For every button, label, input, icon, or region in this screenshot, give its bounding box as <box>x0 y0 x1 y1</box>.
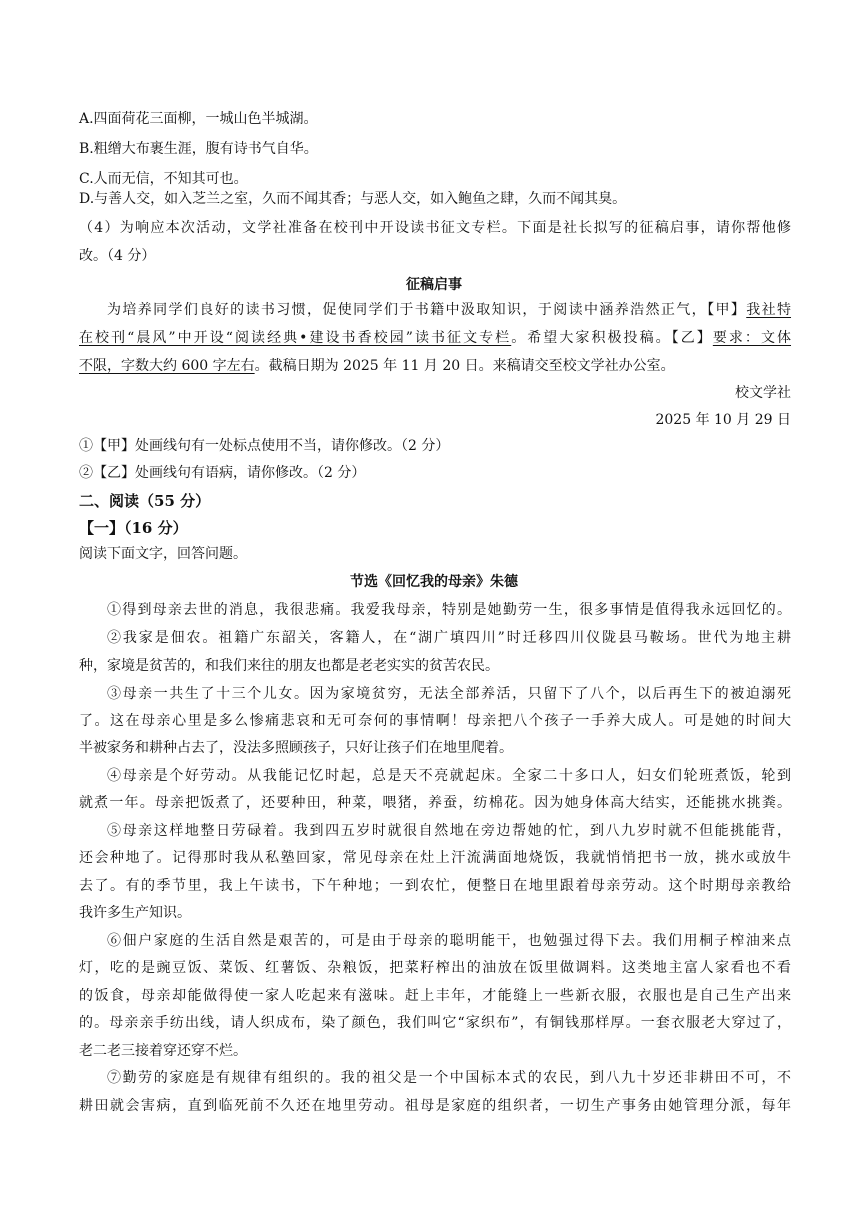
section-title: 二、阅读（55 分） <box>79 492 211 510</box>
passage-line: ⑦勤劳的家庭是有规律有组织的。我的祖父是一个中国标本式的农民，到八九十岁还非耕田不可，不 <box>107 1070 791 1086</box>
passage-line: ③母亲一共生了十三个儿女。因为家境贫穷，无法全部养活，只留下了八个，以后再生下的被迫溺死 <box>107 686 791 702</box>
passage-line: 还会种地了。记得那时我从私塾回家，常见母亲在灶上汗流满面地烧饭，我就悄悄把书一放，挑水或放牛 <box>79 850 791 866</box>
underlined-sentence-jia: 我社特 <box>746 302 792 318</box>
passage-line: 我许多生产知识。 <box>79 905 191 921</box>
passage-line: ④母亲是个好劳动。从我能记忆时起，总是天不亮就起床。全家二十多口人，妇女们轮班煮饭，轮到 <box>107 768 791 784</box>
part-title: 【一】（16 分） <box>79 519 188 537</box>
option-a: A.四面荷花三面柳，一城山色半城湖。 <box>79 111 318 127</box>
notice-text: 。截稿日期为 2025 年 11 月 20 日。来稿请交至校文学社办公室。 <box>254 358 675 374</box>
option-c: C.人而无信，不知其可也。 <box>79 171 248 187</box>
question-4-line-1: （4）为响应本次活动，文学社准备在校刊中开设读书征文专栏。下面是社长拟写的征稿启事，请你帮他修 <box>79 220 791 236</box>
option-b: B.粗缯大布裹生涯，腹有诗书气自华。 <box>79 141 318 157</box>
underlined-sentence-jia-cont: 在校刊“晨风”中开设“阅读经典•建设书香校园”读书征文专栏 <box>79 330 512 346</box>
notice-para-line-3 <box>79 356 791 376</box>
passage-title: 节选《回忆我的母亲》朱德 <box>350 574 518 590</box>
notice-text: 为培养同学们良好的读书习惯，促使同学们于书籍中汲取知识，于阅读中涵养浩然正气，【甲】 <box>107 302 747 318</box>
reading-instruction: 阅读下面文字，回答问题。 <box>79 546 247 562</box>
sub-question-1: ①【甲】处画线句有一处标点使用不当，请你修改。（2 分） <box>79 438 450 454</box>
underlined-sentence-yi: 要求：文体 <box>712 330 792 346</box>
notice-title: 征稿启事 <box>406 277 462 293</box>
passage-line: 灯，吃的是豌豆饭、菜饭、红薯饭、杂粮饭，把菜籽榨出的油放在饭里做调料。这类地主富人家看也不看 <box>79 960 791 976</box>
passage-line: ⑥佃户家庭的生活自然是艰苦的，可是由于母亲的聪明能干，也勉强过得下去。我们用桐子榨油来点 <box>107 933 791 949</box>
passage-line: ①得到母亲去世的消息，我很悲痛。我爱我母亲，特别是她勤劳一生，很多事情是值得我永远回忆的。 <box>107 602 791 618</box>
notice-date: 2025 年 10 月 29 日 <box>655 412 791 428</box>
passage-line: 就煮一年。母亲把饭煮了，还要种田，种菜，喂猪，养蚕，纺棉花。因为她身体高大结实，还能挑水挑粪。 <box>79 795 791 811</box>
passage-line: 了。这在母亲心里是多么惨痛悲哀和无可奈何的事情啊！母亲把八个孩子一手养大成人。可是她的时间大 <box>79 713 791 729</box>
option-d: D.与善人交，如入芝兰之室，久而不闻其香；与恶人交，如入鲍鱼之肆，久而不闻其臭。 <box>79 191 627 207</box>
passage-line: 去了。有的季节里，我上午读书，下午种地；一到农忙，便整日在地里跟着母亲劳动。这个时期母亲教给 <box>79 878 791 894</box>
notice-para-line-1 <box>79 300 791 320</box>
underlined-sentence-yi-cont: 不限，字数大约 600 字左右 <box>79 358 255 374</box>
notice-para-line-2 <box>79 328 791 348</box>
sub-question-2: ②【乙】处画线句有语病，请你修改。（2 分） <box>79 465 366 481</box>
passage-line: 的饭食，母亲却能做得使一家人吃起来有滋味。赶上丰年，才能缝上一些新衣服，衣服也是自己生产出来 <box>79 988 791 1004</box>
passage-line: 种，家境是贫苦的，和我们来往的朋友也都是老老实实的贫苦农民。 <box>79 658 499 674</box>
passage-line: ②我家是佃农。祖籍广东韶关，客籍人，在“湖广填四川”时迁移四川仪陇县马鞍场。世代为地主耕 <box>107 630 791 646</box>
notice-text: 。希望大家积极投稿。【乙】 <box>511 330 713 346</box>
passage-line: 老二老三接着穿还穿不烂。 <box>79 1043 247 1059</box>
notice-signer: 校文学社 <box>735 385 791 401</box>
passage-line: 的。母亲亲手纺出线，请人织成布，染了颜色，我们叫它“家织布”，有铜钱那样厚。一套衣服老大穿过了， <box>79 1015 791 1031</box>
question-4-line-2: 改。（4 分） <box>79 248 156 264</box>
passage-line: 半被家务和耕种占去了，没法多照顾孩子，只好让孩子们在地里爬着。 <box>79 740 513 756</box>
passage-line: ⑤母亲这样地整日劳碌着。我到四五岁时就很自然地在旁边帮她的忙，到八九岁时就不但能挑能背， <box>107 823 791 839</box>
passage-line: 耕田就会害病，直到临死前不久还在地里劳动。祖母是家庭的组织者，一切生产事务由她管理分派，每年 <box>79 1098 791 1114</box>
